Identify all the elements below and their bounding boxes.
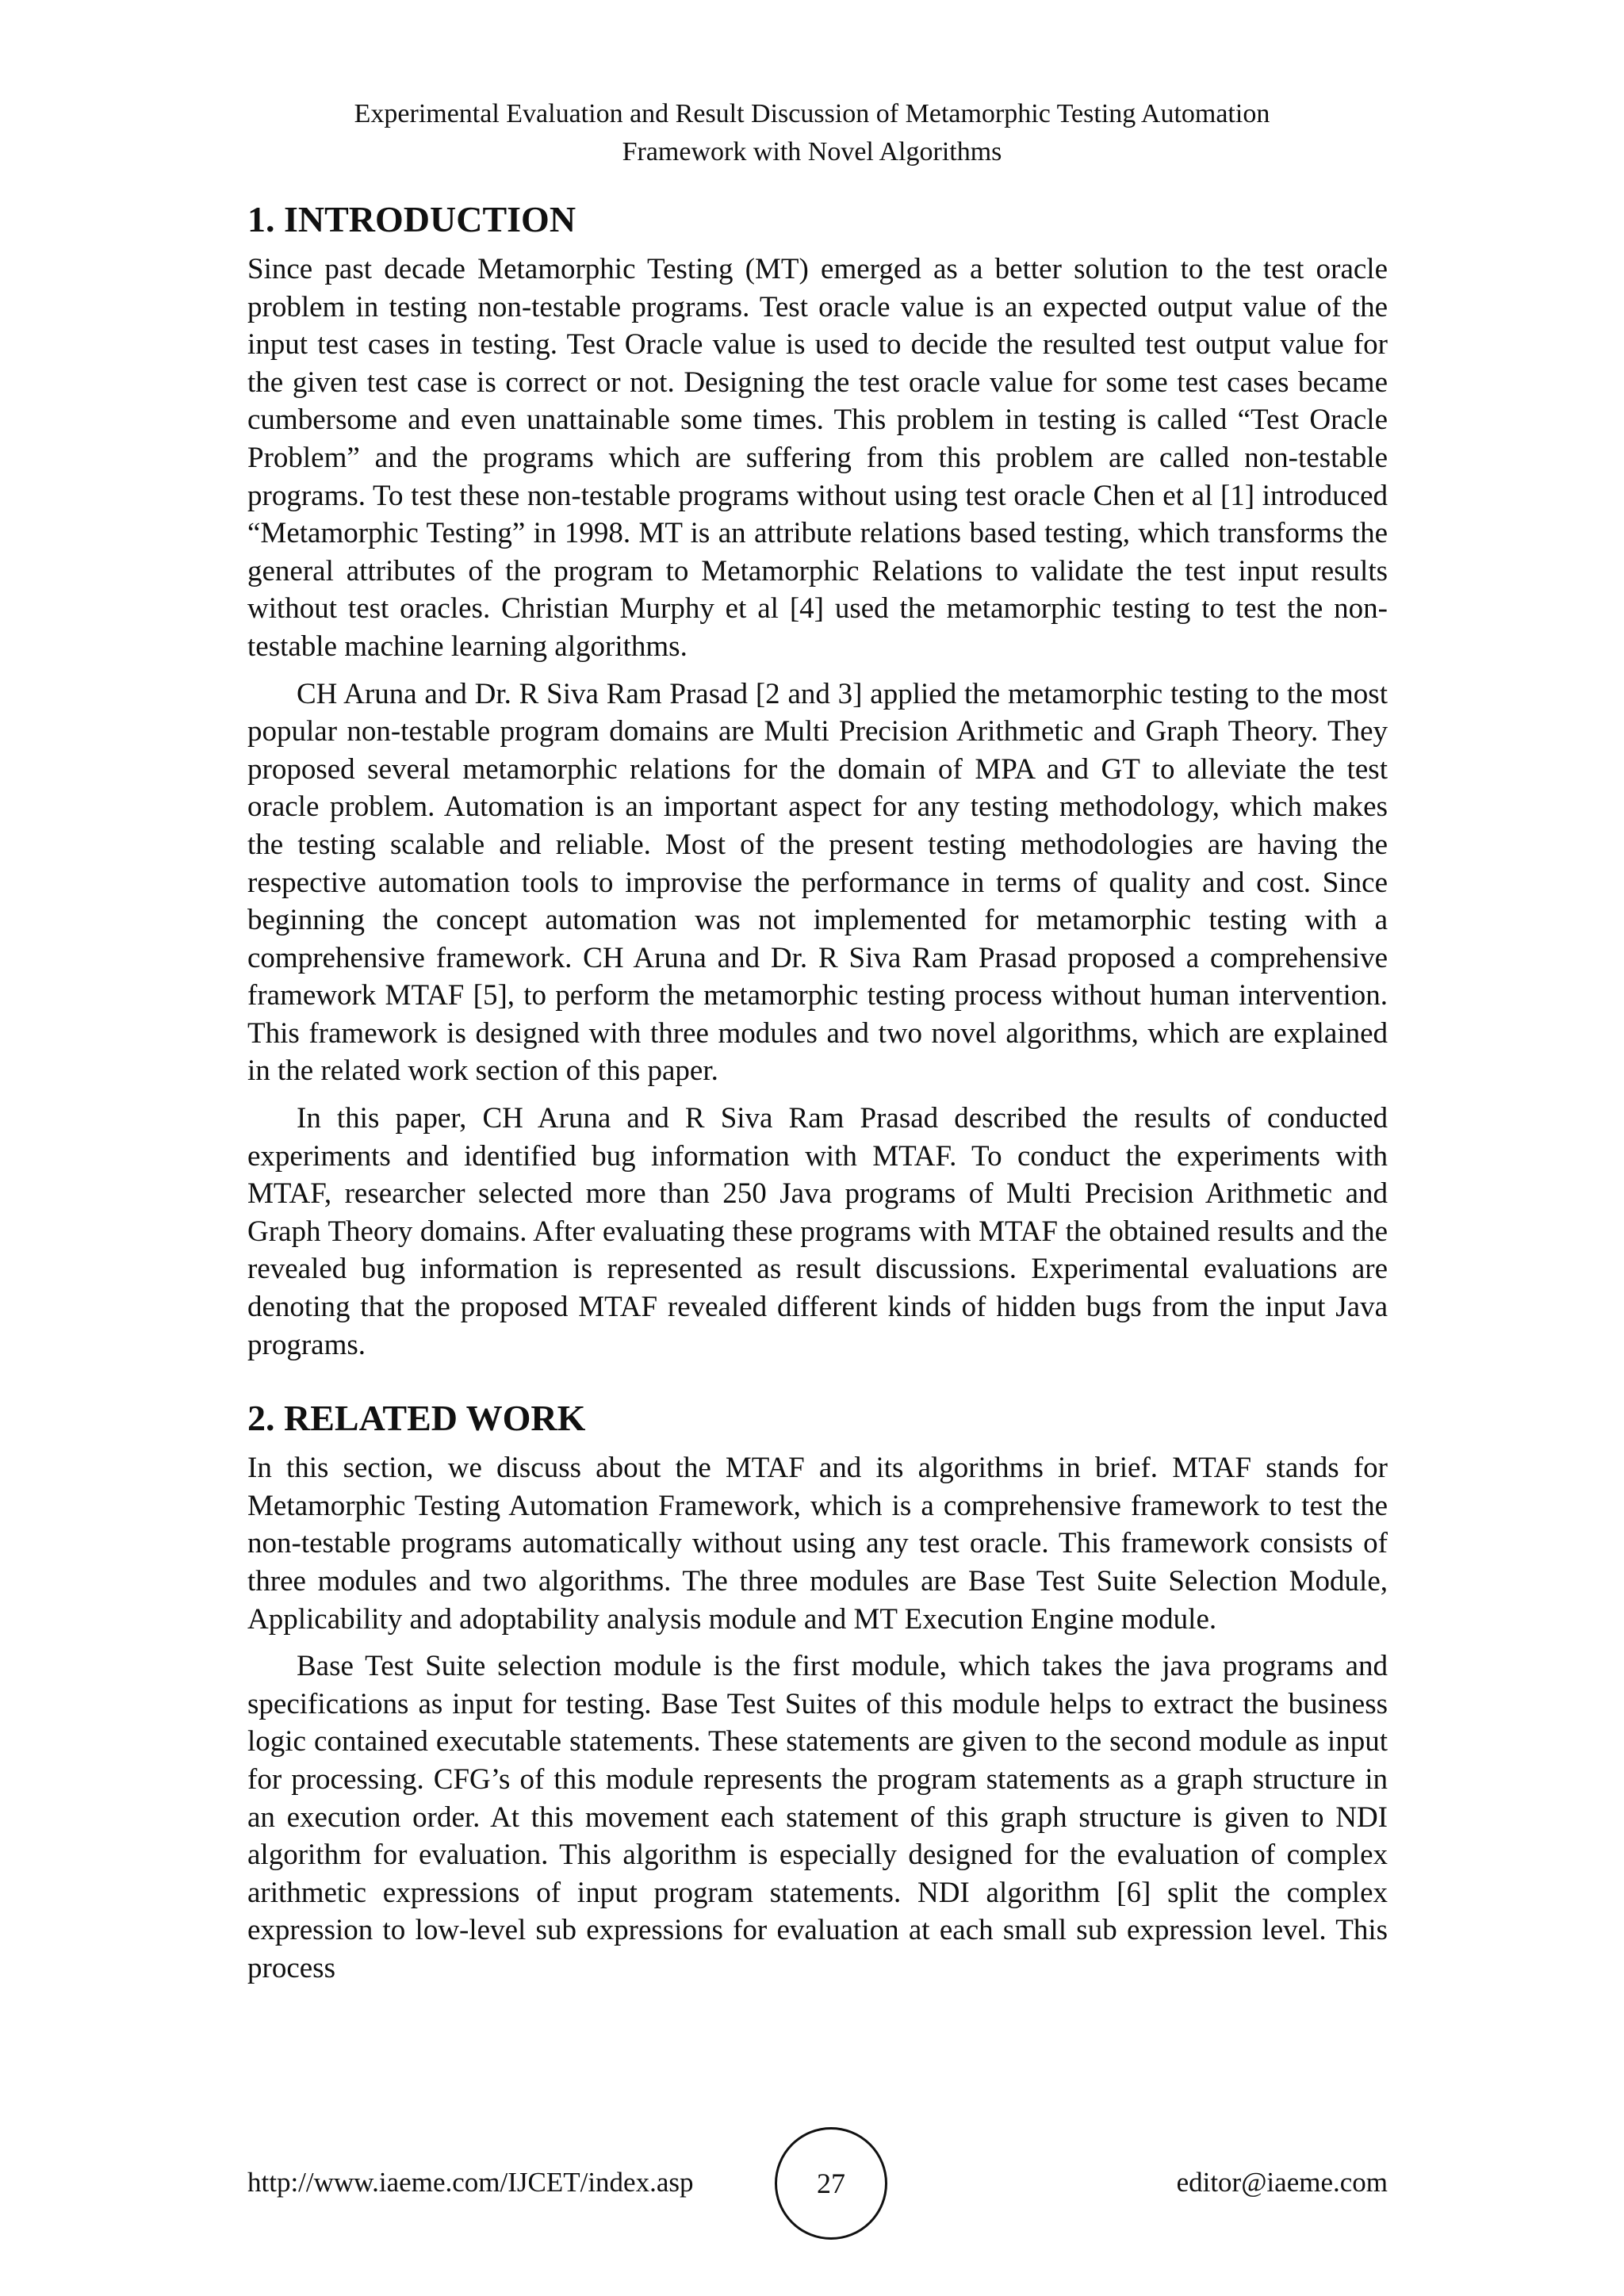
running-head (0, 95, 1624, 171)
page-number: 27 (817, 2168, 845, 2199)
paragraph: In this paper, CH Aruna and R Siva Ram Prasad described the results of conducted experiments and identified bug information with MTAF. To conduct the experiments with MTAF, researcher selected more than 250 Java programs of Multi Precision Arithmetic and Graph Theory domains. After evaluating these programs with MTAF the obtained results and the revealed bug information is represented as result discussions. Experimental evaluations are denoting that the proposed MTAF revealed different kinds of hidden bugs from the input Java programs. (247, 1102, 1388, 1361)
page-footer (247, 2127, 1388, 2246)
running-head-line-1: Experimental Evaluation and Result Discussion of Metamorphic Testing Automation (354, 99, 1270, 128)
running-head-line-2: Framework with Novel Algorithms (622, 137, 1002, 166)
paper-body (247, 197, 1388, 1997)
paragraph: CH Aruna and Dr. R Siva Ram Prasad [2 and 3] applied the metamorphic testing to the most popular non-testable program domains are Multi Precision Arithmetic and Graph Theory. They proposed several metamorphic relations for the domain of MPA and GT to alleviate the test oracle problem. Automation is an important aspect for any testing methodology, which makes the testing scalable and reliable. Most of the present testing methodologies are having the respective automation tools to improvise the performance in terms of quality and cost. Since beginning the concept automation was not implemented for metamorphic testing with a comprehensive framework. CH Aruna and Dr. R Siva Ram Prasad proposed a comprehensive framework MTAF [5], to perform the metamorphic testing process without human intervention. This framework is designed with three modules and two novel algorithms, which are explained in the related work section of this paper. (247, 677, 1388, 1088)
paragraph: In this section, we discuss about the MTAF and its algorithms in brief. MTAF stands for Metamorphic Testing Automation Framework, which is a comprehensive framework to test the non-testable programs automatically without using any test oracle. This framework consists of three modules and two algorithms. The three modules are Base Test Suite Selection Module, Applicability and adoptability analysis module and MT Execution Engine module. (247, 1452, 1388, 1636)
section-heading-introduction: 1. INTRODUCTION (247, 199, 576, 239)
footer-url-link[interactable]: http://www.iaeme.com/IJCET/index.asp (247, 2167, 694, 2198)
paragraph: Base Test Suite selection module is the first module, which takes the java programs and specifications as input for testing. Base Test Suites of this module helps to extract the business logic contained executable statements. These statements are given to the second module as input for processing. CFG’s of this module represents the program statements as a graph structure in an execution order. At this movement each statement of this graph structure is given to NDI algorithm for evaluation. This algorithm is especially designed for the evaluation of complex arithmetic expressions of input program statements. NDI algorithm [6] split the complex expression to low-level sub expressions for evaluation at each small sub expression level. This process (247, 1650, 1388, 1984)
footer-email-link[interactable]: editor@iaeme.com (1176, 2167, 1388, 2198)
section-heading-related-work: 2. RELATED WORK (247, 1398, 586, 1439)
page-number-badge (775, 2127, 887, 2240)
paragraph: Since past decade Metamorphic Testing (MT) emerged as a better solution to the test oracle problem in testing non-testable programs. Test oracle value is an expected output value of the input test cases in testing. Test Oracle value is used to decide the resulted test output value for the given test case is correct or not. Designing the test oracle value for some test cases became cumbersome and even unattainable some times. This problem in testing is called “Test Oracle Problem” and the programs which are suffering from this problem are called non-testable programs. To test these non-testable programs without using test oracle Chen et al [1] introduced “Metamorphic Testing” in 1998. MT is an attribute relations based testing, which transforms the general attributes of the program to Metamorphic Relations to validate the test input results without test oracles. Christian Murphy et al [4] used the metamorphic testing to test the non-testable machine learning algorithms. (247, 253, 1388, 663)
